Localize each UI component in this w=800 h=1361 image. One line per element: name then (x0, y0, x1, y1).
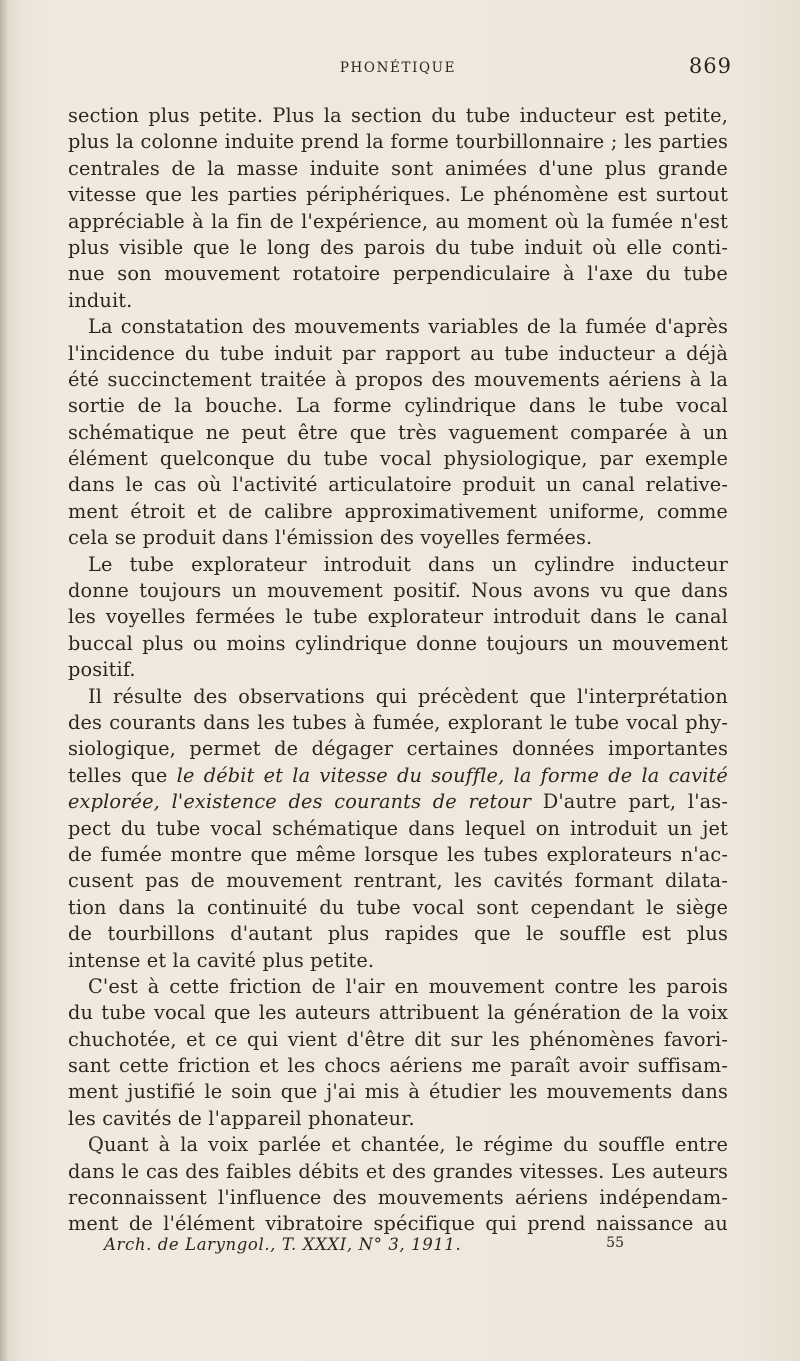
text-line: Quant à la voix parlée et chantée, le régime du souffle entre (88, 1133, 728, 1157)
text-line: La constatation des mouvements variables de la fumée d'après (88, 315, 728, 339)
text-line: plus la colonne induite prend la forme tourbillonnaire ; les parties (68, 130, 728, 154)
text-line: ment justifié le soin que j'ai mis à étudier les mouvements dans (68, 1080, 728, 1104)
text-line: nue son mouvement rotatoire perpendiculaire à l'axe du tube (68, 262, 728, 286)
text-line: section plus petite. Plus la section du tube inducteur est petite, (68, 104, 728, 127)
text-line: schématique ne peut être que très vaguement comparée à un (68, 420, 728, 444)
page-spine-edge (0, 0, 8, 1361)
text-line: induit. (68, 288, 133, 312)
text-line: élément quelconque du tube vocal physiologique, par exemple (68, 447, 728, 471)
text-line: des courants dans les tubes à fumée, explorant le tube vocal phy- (68, 710, 728, 734)
text-line: cusent pas de mouvement rentrant, les cavités formant dilata- (68, 869, 728, 893)
emphasis-text: le débit et la vitesse du souffle, la forme de la cavité (176, 763, 728, 787)
text-line: du tube vocal que les auteurs attribuent la génération de la voix (68, 1001, 728, 1025)
text-line: ment étroit et de calibre approximativement uniforme, comme (68, 499, 728, 523)
text-line: été succinctement traitée à propos des mouvements aériens à la (68, 367, 728, 391)
text-line: buccal plus ou moins cylindrique donne toujours un mouvement (68, 631, 728, 655)
page-header (64, 54, 732, 84)
text-line: cela se produit dans l'émission des voyelles fermées. (68, 526, 593, 550)
text-line: de tourbillons d'autant plus rapides que le souffle est plus (68, 922, 728, 946)
text-line: pect du tube vocal schématique dans lequel on introduit un jet (68, 816, 728, 840)
text-line: dans le cas où l'activité articulatoire produit un canal relative- (68, 473, 728, 497)
text-fragment: telles que (68, 763, 168, 787)
text-line: sant cette friction et les chocs aériens me paraît avoir suffisam- (68, 1054, 728, 1078)
body-text (68, 103, 728, 1238)
signature-mark: 55 (606, 1235, 624, 1251)
running-head: PHONÉTIQUE (339, 60, 457, 76)
text-line: l'incidence du tube induit par rapport au tube inducteur a déjà (68, 341, 728, 365)
text-line: C'est à cette friction de l'air en mouvement contre les parois (88, 974, 728, 998)
text-fragment: D'autre part, l'as- (542, 790, 728, 814)
text-line (68, 763, 728, 789)
text-line: intense et la cavité plus petite. (68, 948, 375, 972)
text-line: reconnaissent l'influence des mouvements aériens indépendam- (68, 1186, 728, 1210)
text-line: sortie de la bouche. La forme cylindrique dans le tube vocal (68, 394, 728, 418)
page-footer (104, 1235, 624, 1261)
text-line: tion dans la continuité du tube vocal sont cependant le siège (68, 895, 728, 919)
text-line: chuchotée, et ce qui vient d'être dit sur les phénomènes favori- (68, 1027, 728, 1051)
emphasis-text: explorée, l'existence des courants de retour (68, 790, 532, 814)
text-line: centrales de la masse induite sont animées d'une plus grande (68, 156, 728, 180)
text-line: ment de l'élément vibratoire spécifique qui prend naissance au (68, 1212, 728, 1236)
text-line: plus visible que le long des parois du tube induit où elle conti- (68, 235, 728, 259)
text-line: les cavités de l'appareil phonateur. (68, 1106, 415, 1130)
text-line (68, 789, 728, 815)
text-line: dans le cas des faibles débits et des grandes vitesses. Les auteurs (68, 1159, 728, 1183)
text-line: siologique, permet de dégager certaines données importantes (68, 737, 728, 761)
text-line: donne toujours un mouvement positif. Nous avons vu que dans (68, 579, 728, 603)
text-line: positif. (68, 658, 136, 682)
page-number: 869 (688, 54, 732, 78)
journal-citation: Arch. de Laryngol., T. XXXI, N° 3, 1911. (104, 1235, 462, 1254)
text-line: de fumée montre que même lorsque les tubes explorateurs n'ac- (68, 842, 728, 866)
text-line: Le tube explorateur introduit dans un cylindre inducteur (88, 552, 728, 576)
text-line: les voyelles fermées le tube explorateur introduit dans le canal (68, 605, 728, 629)
text-line: vitesse que les parties périphériques. Le phénomène est surtout (68, 183, 728, 207)
text-line: Il résulte des observations qui précèdent que l'interprétation (88, 684, 728, 708)
text-line: appréciable à la fin de l'expérience, au moment où la fumée n'est (68, 209, 728, 233)
